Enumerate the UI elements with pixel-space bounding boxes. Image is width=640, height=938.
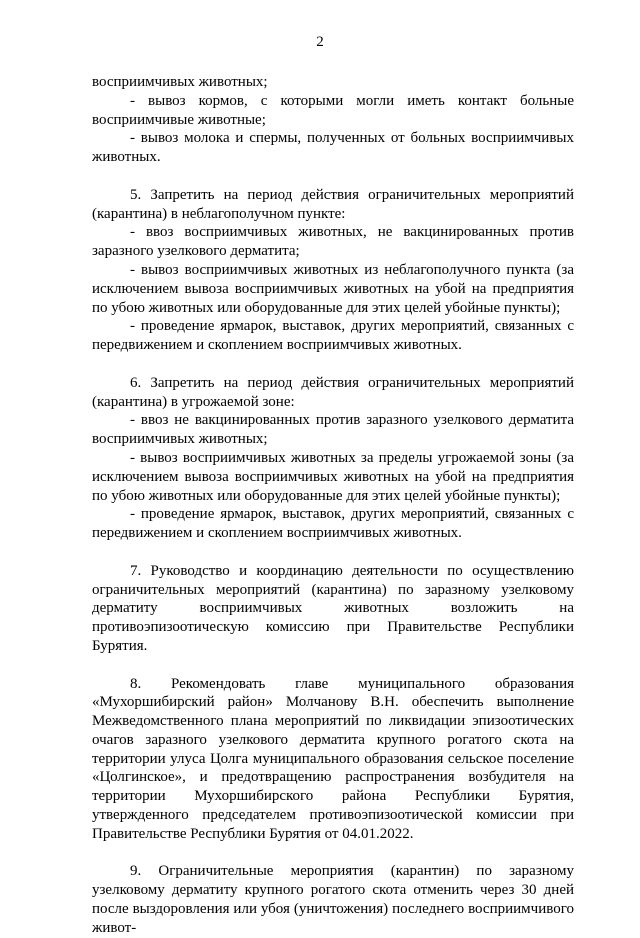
- paragraph: - вывоз восприимчивых животных из неблагополучного пункта (за исключением вывоза восприимчивых животных на убой на предприятия по убою животных или оборудованные для этих целей убойные пункты);: [92, 261, 574, 316]
- paragraph: - ввоз не вакцинированных против заразного узелкового дерматита восприимчивых животных;: [92, 412, 574, 448]
- paragraph: - вывоз восприимчивых животных за пределы угрожаемой зоны (за исключением вывоза восприимчивых животных на убой на предприятия по убою животных или оборудованные для этих целей убойные пункты);: [92, 449, 574, 504]
- paragraph: 7. Руководство и координацию деятельности по осуществлению ограничительных мероприятий (карантина) по заразному узелковому дерматиту восприимчивых животных возложить на противоэпизоотическую комиссию при Правительстве Республики Бурятия.: [92, 562, 574, 654]
- paragraph: 5. Запретить на период действия ограничительных мероприятий (карантина) в неблагополучном пункте:: [92, 186, 574, 222]
- document-body: [92, 73, 574, 938]
- paragraph: - проведение ярмарок, выставок, других мероприятий, связанных с передвижением и скоплением восприимчивых животных.: [92, 318, 574, 354]
- continued-paragraph: восприимчивых животных;: [92, 74, 268, 90]
- paragraph: - вывоз кормов, с которыми могли иметь контакт больные восприимчивые животные;: [92, 92, 574, 128]
- paragraph-spacer: [92, 844, 574, 863]
- paragraph-spacer: [92, 355, 574, 374]
- paragraph: 9. Ограничительные мероприятия (карантин) по заразному узелковому дерматиту крупного рогатого скота отменить через 30 дней после выздоровления или убоя (уничтожения) последнего восприимчивого живот-: [92, 863, 574, 936]
- paragraph-spacer: [92, 167, 574, 186]
- paragraph-spacer: [92, 656, 574, 675]
- paragraph-spacer: [92, 543, 574, 562]
- paragraph: - вывоз молока и спермы, полученных от больных восприимчивых животных.: [92, 130, 574, 166]
- paragraph: 6. Запретить на период действия ограничительных мероприятий (карантина) в угрожаемой зоне:: [92, 374, 574, 410]
- paragraph: - проведение ярмарок, выставок, других мероприятий, связанных с передвижением и скоплением восприимчивых животных.: [92, 506, 574, 542]
- page-number: 2: [316, 34, 324, 50]
- paragraph: 8. Рекомендовать главе муниципального образования «Мухоршибирский район» Молчанову В.Н. обеспечить выполнение Межведомственного плана мероприятий по ликвидации эпизоотических очагов заразного узелкового дерматита крупного рогатого скота на территории улуса Цолга муниципального образования сельское поселение «Цолгинское», и предотвращению распространения возбудителя на территории Мухоршибирского района Республики Бурятия, утвержденного председателем противоэпизоотической комиссии при Правительстве Республики Бурятия от 04.01.2022.: [92, 675, 574, 842]
- paragraph: - ввоз восприимчивых животных, не вакцинированных против заразного узелкового дерматита;: [92, 224, 574, 260]
